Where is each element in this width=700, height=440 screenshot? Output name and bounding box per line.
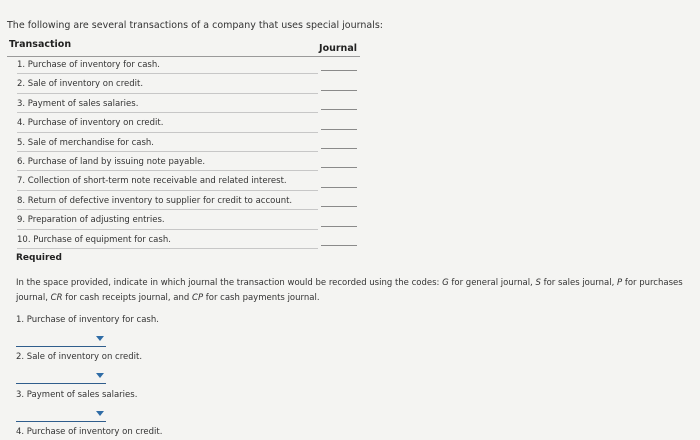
journal-answer-blank (321, 148, 357, 149)
row-divider (17, 209, 318, 210)
code-g: G (442, 278, 449, 288)
intro-text: The following are several transactions of a company that uses special journals: (7, 20, 384, 31)
required-heading: Required (16, 253, 62, 263)
question-label: 4. Purchase of inventory on credit. (16, 427, 163, 437)
transaction-label: 1. Purchase of inventory for cash. (17, 60, 160, 70)
instructions-part: for cash payments journal. (203, 293, 320, 303)
chevron-down-icon (96, 336, 104, 341)
row-divider (17, 229, 318, 230)
transaction-label: 10. Purchase of equipment for cash. (17, 234, 171, 245)
question-label: 3. Payment of sales salaries. (16, 390, 138, 400)
transactions-table-header (7, 38, 360, 57)
row-divider (17, 132, 318, 133)
journal-answer-blank (321, 109, 357, 110)
instructions-part: In the space provided, indicate in which journal the transaction would be recorded using the codes: (16, 278, 443, 288)
journal-answer-blank (321, 70, 357, 71)
transaction-label: 7. Collection of short-term note receivable and related interest. (17, 176, 287, 187)
code-cr: CR (50, 293, 63, 303)
journal-answer-blank (321, 226, 357, 227)
journal-answer-blank (321, 206, 357, 207)
row-divider (17, 93, 318, 94)
table-row (7, 231, 360, 250)
table-row (7, 172, 360, 191)
journal-select-2[interactable] (16, 370, 106, 384)
transaction-label: 6. Purchase of land by issuing note payable. (17, 156, 206, 167)
table-row (7, 134, 360, 153)
row-divider (17, 170, 318, 171)
question-2 (16, 352, 142, 384)
instructions-part: for sales journal, (540, 278, 617, 288)
code-s: S (535, 278, 541, 288)
code-cp: CP (192, 293, 204, 303)
journal-answer-blank (321, 187, 357, 188)
table-row (7, 114, 360, 133)
journal-select-3[interactable] (16, 408, 106, 422)
transaction-label: 2. Sale of inventory on credit. (17, 79, 144, 90)
instructions-part: for cash receipts journal, and (62, 293, 193, 303)
journal-answer-blank (321, 129, 357, 130)
table-row (7, 211, 360, 230)
table-row (7, 153, 360, 172)
row-divider (17, 248, 318, 249)
instructions-part: for purchases journal, (16, 278, 683, 303)
question-3 (16, 390, 137, 422)
table-row (7, 56, 360, 75)
instructions-text (16, 276, 700, 306)
transaction-label: 4. Purchase of inventory on credit. (17, 118, 164, 129)
transaction-label: 3. Payment of sales salaries. (17, 98, 139, 109)
row-divider (17, 151, 318, 152)
column-header-transaction: Transaction (9, 39, 72, 50)
table-row (7, 75, 360, 94)
journal-answer-blank (321, 90, 357, 91)
question-4 (16, 427, 162, 437)
table-row (7, 192, 360, 211)
chevron-down-icon (96, 411, 104, 416)
row-divider (17, 190, 318, 191)
row-divider (17, 73, 318, 74)
code-p: P (616, 278, 623, 288)
journal-answer-blank (321, 167, 357, 168)
question-label: 1. Purchase of inventory for cash. (16, 315, 159, 325)
instructions-part: for general journal, (448, 278, 536, 288)
transactions-table (7, 56, 360, 250)
question-label: 2. Sale of inventory on credit. (16, 352, 143, 362)
transaction-label: 5. Sale of merchandise for cash. (17, 137, 154, 148)
journal-select-1[interactable] (16, 333, 106, 347)
question-1 (16, 315, 159, 347)
table-row (7, 95, 360, 114)
transaction-label: 9. Preparation of adjusting entries. (17, 215, 165, 226)
chevron-down-icon (96, 373, 104, 378)
journal-answer-blank (321, 245, 357, 246)
row-divider (17, 112, 318, 113)
column-header-journal: Journal (319, 43, 357, 54)
transaction-label: 8. Return of defective inventory to supplier for credit to account. (17, 195, 293, 206)
